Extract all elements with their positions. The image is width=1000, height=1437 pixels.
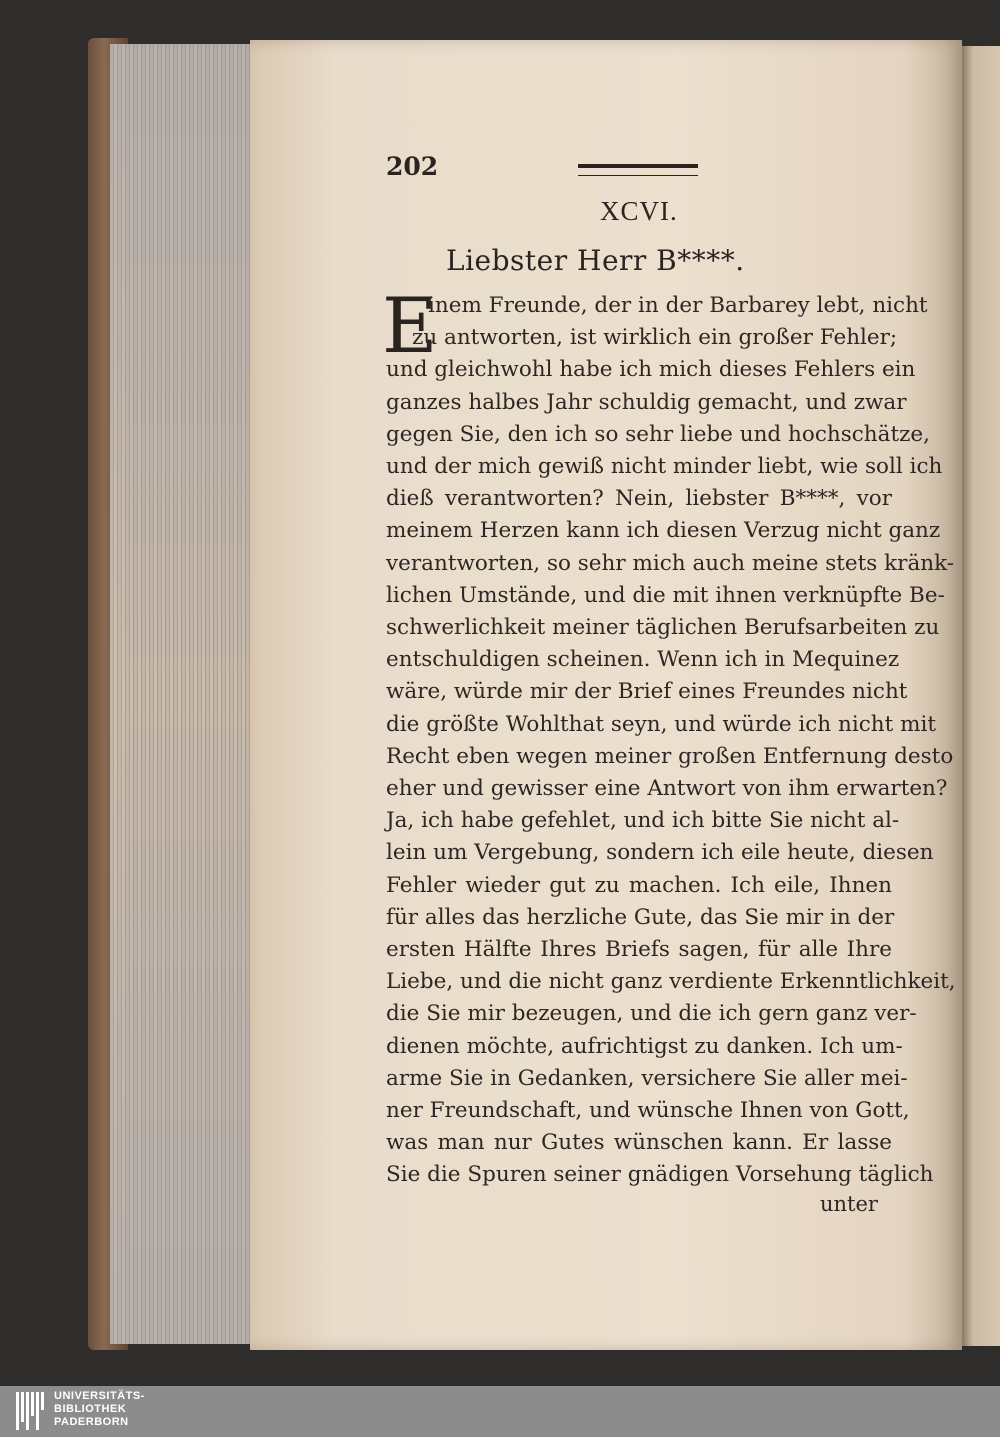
catchword: unter: [820, 1192, 878, 1216]
text-line: Liebe, und die nicht ganz verdiente Erkenntlichkeit,: [386, 969, 956, 995]
text-line: lein um Vergebung, sondern ich eile heute, diesen: [386, 840, 934, 866]
text-line: ganzes halbes Jahr schuldig gemacht, und zwar: [386, 389, 907, 415]
drop-cap: E: [382, 281, 438, 370]
library-footer: [0, 1386, 1000, 1437]
text-line: zu antworten, ist wirklich ein großer Fehler;: [412, 325, 898, 351]
text-line: inem Freunde, der in der Barbarey lebt, nicht: [428, 293, 928, 318]
text-line: verantworten, so sehr mich auch meine stets kränk-: [386, 550, 955, 576]
text-line: für alles das herzliche Gute, das Sie mir in der: [386, 904, 895, 930]
logo-line: BIBLIOTHEK: [54, 1403, 127, 1415]
text-line: dieß verantworten? Nein, liebster B****, vor: [386, 486, 892, 512]
text-line: entschuldigen scheinen. Wenn ich in Mequinez: [386, 647, 900, 673]
facing-page-edge: [962, 46, 1000, 1346]
text-line: die Sie mir bezeugen, und die ich gern ganz ver-: [386, 1001, 917, 1027]
library-logo-text: [54, 1390, 145, 1429]
text-line: und gleichwohl habe ich mich dieses Fehlers ein: [386, 357, 916, 383]
text-line: Ja, ich habe gefehlet, und ich bitte Sie nicht al-: [386, 808, 900, 834]
text-line: Sie die Spuren seiner gnädigen Vorsehung täglich: [386, 1162, 934, 1188]
text-line: Recht eben wegen meiner großen Entfernung desto: [386, 743, 954, 769]
text-line: und der mich gewiß nicht minder liebt, wie soll ich: [386, 454, 943, 479]
text-line: eher und gewisser eine Antwort von ihm erwarten?: [386, 776, 948, 801]
logo-line: UNIVERSITÄTS-: [54, 1390, 145, 1402]
page-number: 202: [386, 152, 439, 181]
text-line: dienen möchte, aufrichtigst zu danken. Ich um-: [386, 1033, 903, 1059]
text-line: die größte Wohlthat seyn, und würde ich nicht mit: [386, 711, 936, 737]
text-line: schwerlichkeit meiner täglichen Berufsarbeiten zu: [386, 615, 940, 640]
text-line: wäre, würde mir der Brief eines Freundes nicht: [386, 679, 908, 705]
library-logo-icon: [16, 1392, 48, 1430]
text-line: lichen Umstände, und die mit ihnen verknüpfte Be-: [386, 582, 945, 608]
text-line: arme Sie in Gedanken, versichere Sie aller mei-: [386, 1065, 908, 1091]
text-line: meinem Herzen kann ich diesen Verzug nicht ganz: [386, 518, 941, 544]
text-line: ner Freundschaft, und wünsche Ihnen von Gott,: [386, 1098, 910, 1123]
text-line: ersten Hälfte Ihres Briefs sagen, für alle Ihre: [386, 937, 892, 962]
header-rule: [578, 164, 698, 176]
logo-line: PADERBORN: [54, 1416, 129, 1428]
chapter-heading: XCVI.: [600, 196, 678, 226]
text-line: Fehler wieder gut zu machen. Ich eile, Ihnen: [386, 872, 892, 898]
text-line: gegen Sie, den ich so sehr liebe und hochschätze,: [386, 421, 930, 447]
letter-salutation: Liebster Herr B****.: [446, 244, 745, 277]
text-line: was man nur Gutes wünschen kann. Er lasse: [386, 1130, 892, 1156]
page-edges: [110, 44, 255, 1344]
